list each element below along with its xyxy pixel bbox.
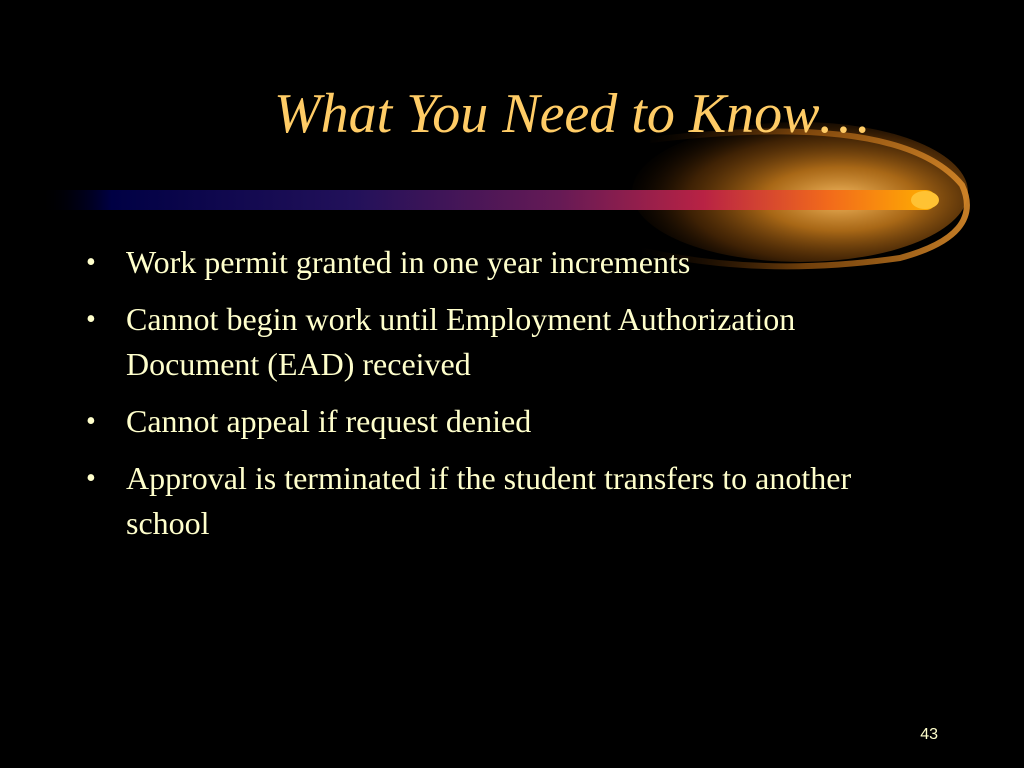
bullet-icon: • bbox=[86, 304, 96, 335]
bullet-item bbox=[86, 456, 926, 546]
bullet-item bbox=[86, 297, 926, 387]
bullet-item bbox=[86, 240, 926, 285]
bullet-text: Cannot begin work until Employment Authorization Document (EAD) received bbox=[126, 301, 796, 382]
bullet-icon: • bbox=[86, 406, 96, 437]
bullet-text: Cannot appeal if request denied bbox=[126, 403, 532, 439]
swoosh-bar bbox=[40, 190, 936, 210]
bullet-item bbox=[86, 399, 926, 444]
slide-number: 43 bbox=[920, 726, 938, 743]
bullet-list bbox=[86, 240, 926, 558]
bullet-icon: • bbox=[86, 463, 96, 494]
bullet-text: Work permit granted in one year increments bbox=[126, 244, 691, 280]
swoosh-tip bbox=[911, 191, 939, 209]
bullet-text: Approval is terminated if the student transfers to another school bbox=[126, 460, 852, 541]
bullet-icon: • bbox=[86, 247, 96, 278]
slide-title: What You Need to Know… bbox=[274, 83, 870, 145]
